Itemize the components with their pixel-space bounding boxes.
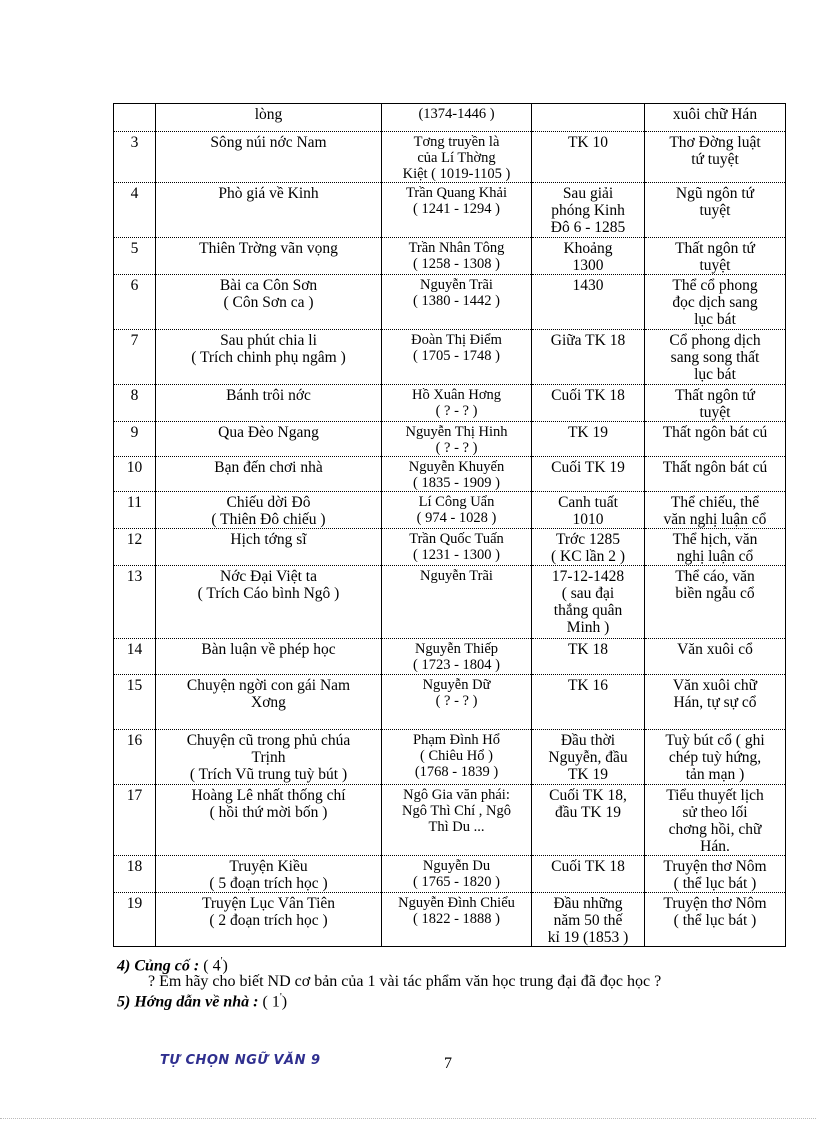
cell-time-line: Canh tuất xyxy=(558,494,618,511)
cell-title-line: ( Trích Vũ trung tuỳ bút ) xyxy=(189,766,348,783)
cell-genre-line: Tiểu thuyết lịch xyxy=(666,787,764,804)
cell-author-line: Trần Quốc Tuấn xyxy=(409,531,504,547)
table-row xyxy=(114,529,786,566)
cell-author-line: ( ? - ? ) xyxy=(435,693,478,709)
cell-time xyxy=(532,104,645,132)
section-4-time: ( 4 xyxy=(203,957,221,975)
cell-title xyxy=(156,785,382,856)
table-row xyxy=(114,183,786,238)
cell-title-line: Chuyện cũ trong phủ chúa xyxy=(186,732,351,749)
cell-genre-line: Thất ngôn tứ xyxy=(675,387,755,404)
cell-title-line: ( 2 đoạn trích học ) xyxy=(209,912,328,929)
cell-genre-line: Thất ngôn tứ xyxy=(675,240,755,257)
cell-title-line: Xơng xyxy=(251,694,286,711)
table-row xyxy=(114,275,786,330)
footer-brand: TỰ CHỌN NGỮ VĂN 9 xyxy=(160,1053,321,1068)
cell-author xyxy=(382,566,532,639)
cell-title xyxy=(156,856,382,893)
cell-number: 4 xyxy=(114,183,156,238)
cell-genre-line: ( thể lục bát ) xyxy=(673,912,757,929)
cell-genre-line: Cổ phong dịch xyxy=(669,332,761,349)
cell-author-line: Phạm Đình Hổ xyxy=(413,732,500,748)
section-4-time-mark: ' xyxy=(220,955,223,967)
cell-genre-line: Thể cáo, văn xyxy=(675,568,755,585)
cell-number: 8 xyxy=(114,385,156,422)
cell-time-line: Đô 6 - 1285 xyxy=(550,219,626,236)
cell-time-line: Cuối TK 18 xyxy=(551,387,625,404)
cell-author-line: ( Chiêu Hổ ) xyxy=(420,748,493,764)
section-5-line xyxy=(117,991,287,1011)
cell-time xyxy=(532,183,645,238)
cell-author-line: Nguyễn Trãi xyxy=(420,277,493,293)
cell-genre xyxy=(645,275,786,330)
cell-number: 12 xyxy=(114,529,156,566)
cell-time-line: TK 10 xyxy=(567,134,609,151)
cell-author-line: ( 974 - 1028 ) xyxy=(416,510,497,526)
cell-author-line: (1374-1446 ) xyxy=(418,106,495,122)
table-row xyxy=(114,492,786,529)
cell-time-line: Nguyễn, đầu xyxy=(548,749,628,766)
cell-number: 9 xyxy=(114,422,156,457)
literature-works-table xyxy=(113,103,786,947)
cell-author-line: của Lí Thờng xyxy=(417,150,496,166)
cell-time-line: năm 50 thế xyxy=(553,912,623,929)
cell-time xyxy=(532,856,645,893)
cell-title xyxy=(156,183,382,238)
table-row xyxy=(114,457,786,492)
cell-genre-line: Thể chiếu, thể xyxy=(670,494,760,511)
cell-number: 6 xyxy=(114,275,156,330)
cell-time-line: Sau giải xyxy=(562,185,614,202)
cell-author xyxy=(382,639,532,675)
cell-title xyxy=(156,675,382,730)
bottom-divider xyxy=(0,1118,816,1119)
cell-author-line: Đoàn Thị Điểm xyxy=(411,332,502,348)
cell-title xyxy=(156,566,382,639)
cell-time-line: TK 18 xyxy=(567,641,609,658)
cell-genre xyxy=(645,330,786,385)
cell-genre-line: ( thể lục bát ) xyxy=(673,875,757,892)
cell-author-line: ( 1835 - 1909 ) xyxy=(413,475,500,491)
cell-number: 15 xyxy=(114,675,156,730)
cell-author-line: Nguyễn Dữ xyxy=(422,677,491,693)
cell-author-line: ( 1258 - 1308 ) xyxy=(413,256,500,272)
section-4-question: ? Em hãy cho biết ND cơ bản của 1 vài tác phẩm văn học trung đại đã đọc học ? xyxy=(148,973,662,990)
cell-number: 14 xyxy=(114,639,156,675)
cell-title-line: Trịnh xyxy=(251,749,286,766)
section-5-time-mark: ' xyxy=(279,991,282,1003)
section-5-time: ( 1 xyxy=(262,993,280,1011)
cell-genre-line: Thất ngôn bát cú xyxy=(662,424,768,441)
cell-title-line: Sông núi nớc Nam xyxy=(210,134,327,151)
cell-author xyxy=(382,785,532,856)
cell-author-line: ( 1705 - 1748 ) xyxy=(413,348,500,364)
cell-number: 11 xyxy=(114,492,156,529)
cell-title xyxy=(156,385,382,422)
cell-title xyxy=(156,238,382,275)
cell-time-line: Minh ) xyxy=(566,619,610,636)
cell-time-line: đầu TK 19 xyxy=(554,804,621,821)
cell-genre xyxy=(645,183,786,238)
cell-genre-line: Truyện thơ Nôm xyxy=(663,858,767,875)
cell-author-line: ( ? - ? ) xyxy=(435,403,478,419)
cell-genre xyxy=(645,385,786,422)
table-row xyxy=(114,132,786,183)
cell-genre xyxy=(645,675,786,730)
section-5-time-close: ) xyxy=(281,993,288,1011)
cell-title xyxy=(156,132,382,183)
cell-time xyxy=(532,529,645,566)
table-row xyxy=(114,893,786,947)
cell-genre-line: Thất ngôn bát cú xyxy=(662,459,768,476)
cell-genre-line: tứ tuyệt xyxy=(691,151,739,168)
cell-time xyxy=(532,330,645,385)
cell-title xyxy=(156,330,382,385)
cell-author-line: ( ? - ? ) xyxy=(435,440,478,456)
cell-genre-line: Truyện thơ Nôm xyxy=(663,895,767,912)
cell-genre-line: tuyệt xyxy=(699,404,731,421)
cell-genre-line: Văn xuôi chữ xyxy=(672,677,758,694)
table-row xyxy=(114,856,786,893)
cell-genre-line: tuyệt xyxy=(699,202,731,219)
cell-author xyxy=(382,330,532,385)
cell-genre xyxy=(645,132,786,183)
cell-time-line: kỉ 19 (1853 ) xyxy=(547,929,629,946)
cell-time xyxy=(532,492,645,529)
table-row xyxy=(114,566,786,639)
cell-title xyxy=(156,492,382,529)
cell-genre-line: chép tuỳ hứng, xyxy=(668,749,762,766)
section-4-heading: 4) Củng cố : xyxy=(117,957,200,975)
cell-author-line: Nguyễn Thiếp xyxy=(414,641,499,657)
cell-title-line: ( 5 đoạn trích học ) xyxy=(209,875,328,892)
cell-title-line: ( Trích chinh phụ ngâm ) xyxy=(191,349,346,366)
cell-title-line: Truyện Kiều xyxy=(229,858,308,875)
cell-title xyxy=(156,529,382,566)
cell-number: 13 xyxy=(114,566,156,639)
cell-genre-line: Hán, tự sự cổ xyxy=(673,694,757,711)
table-row xyxy=(114,730,786,785)
cell-time-line: Khoảng xyxy=(563,240,613,257)
table-row xyxy=(114,675,786,730)
cell-time-line: phóng Kinh xyxy=(551,202,625,219)
cell-author-line: Nguyễn Khuyến xyxy=(408,459,505,475)
cell-genre-line: tuyệt xyxy=(699,257,731,274)
cell-time xyxy=(532,675,645,730)
cell-number: 7 xyxy=(114,330,156,385)
cell-time-line: Cuối TK 18 xyxy=(551,858,625,875)
cell-title-line: Hoàng Lê nhất thống chí xyxy=(191,787,346,804)
cell-author-line: (1768 - 1839 ) xyxy=(414,764,499,780)
cell-author-line: Ngô Gia văn phái: xyxy=(403,787,510,803)
cell-time-line: ( KC lần 2 ) xyxy=(550,548,626,565)
cell-genre xyxy=(645,639,786,675)
cell-author xyxy=(382,104,532,132)
cell-author-line: Trần Quang Khải xyxy=(406,185,507,201)
table-row xyxy=(114,422,786,457)
cell-time xyxy=(532,238,645,275)
cell-genre-line: sử theo lối xyxy=(682,804,748,821)
page-number: 7 xyxy=(444,1055,452,1072)
cell-author xyxy=(382,422,532,457)
cell-title xyxy=(156,893,382,947)
section-5-heading: 5) Hớng dẫn về nhà : xyxy=(117,993,259,1011)
cell-genre xyxy=(645,422,786,457)
cell-genre xyxy=(645,457,786,492)
cell-title-line: Sau phút chia li xyxy=(220,332,317,349)
cell-title-line: ( Thiên Đô chiếu ) xyxy=(211,511,326,528)
cell-title xyxy=(156,275,382,330)
cell-genre-line: Ngũ ngôn tứ xyxy=(675,185,755,202)
cell-time xyxy=(532,639,645,675)
table-row xyxy=(114,785,786,856)
cell-time xyxy=(532,457,645,492)
cell-genre xyxy=(645,730,786,785)
cell-time xyxy=(532,422,645,457)
cell-genre xyxy=(645,566,786,639)
cell-genre-line: biền ngẫu cổ xyxy=(675,585,755,602)
cell-time-line: 1300 xyxy=(572,257,604,274)
cell-title-line: Bánh trôi nớc xyxy=(226,387,311,404)
cell-author-line: Ngô Thì Chí , Ngô xyxy=(402,803,511,819)
cell-title-line: Chiếu dời Đô xyxy=(226,494,311,511)
cell-author-line: Nguyễn Đình Chiểu xyxy=(398,895,515,911)
cell-author-line: ( 1380 - 1442 ) xyxy=(413,293,500,309)
cell-genre xyxy=(645,856,786,893)
cell-genre xyxy=(645,785,786,856)
cell-time-line: Giữa TK 18 xyxy=(550,332,626,349)
cell-title-line: Truyện Lục Vân Tiên xyxy=(201,895,336,912)
cell-time-line: Trớc 1285 xyxy=(555,531,621,548)
cell-genre-line: tản mạn ) xyxy=(685,766,745,783)
cell-time-line: TK 16 xyxy=(567,677,609,694)
cell-author xyxy=(382,385,532,422)
cell-author-line: ( 1765 - 1820 ) xyxy=(413,874,500,890)
cell-number: 18 xyxy=(114,856,156,893)
cell-genre-line: văn nghị luận cổ xyxy=(663,511,767,528)
cell-author xyxy=(382,730,532,785)
cell-title-line: Qua Đèo Ngang xyxy=(218,424,319,441)
cell-title-line: ( Côn Sơn ca ) xyxy=(223,294,314,311)
cell-genre-line: Hán. xyxy=(700,838,730,855)
cell-genre xyxy=(645,893,786,947)
cell-title-line: Bài ca Côn Sơn xyxy=(219,277,318,294)
cell-author-line: Nguyễn Trãi xyxy=(420,568,493,584)
cell-title xyxy=(156,457,382,492)
cell-number: 5 xyxy=(114,238,156,275)
cell-genre-line: Văn xuôi cổ xyxy=(677,641,753,658)
cell-title-line: Chuyện ngời con gái Nam xyxy=(186,677,351,694)
table-row xyxy=(114,238,786,275)
cell-time-line: TK 19 xyxy=(567,424,609,441)
cell-number: 3 xyxy=(114,132,156,183)
cell-title-line: lòng xyxy=(254,106,283,123)
cell-author-line: Nguyễn Du xyxy=(422,858,491,874)
cell-author xyxy=(382,492,532,529)
cell-author xyxy=(382,275,532,330)
cell-author xyxy=(382,132,532,183)
cell-time-line: Đầu thời xyxy=(560,732,616,749)
cell-number: 17 xyxy=(114,785,156,856)
cell-genre-line: Thể cổ phong xyxy=(672,277,758,294)
cell-time xyxy=(532,566,645,639)
cell-title-line: ( Trích Cáo bình Ngô ) xyxy=(197,585,340,602)
table-row xyxy=(114,104,786,132)
cell-genre-line: lục bát xyxy=(694,366,736,383)
table-row xyxy=(114,330,786,385)
cell-title-line: Nớc Đại Việt ta xyxy=(220,568,317,585)
cell-number: 19 xyxy=(114,893,156,947)
table-row xyxy=(114,639,786,675)
cell-author xyxy=(382,675,532,730)
section-4-time-close: ) xyxy=(222,957,228,975)
cell-time-line: Đầu những xyxy=(553,895,623,912)
cell-author xyxy=(382,183,532,238)
cell-author-line: Kiệt ( 1019-1105 ) xyxy=(402,166,511,182)
cell-time-line: thắng quân xyxy=(553,602,623,619)
cell-title xyxy=(156,639,382,675)
cell-genre xyxy=(645,492,786,529)
cell-title-line: Phò giá về Kinh xyxy=(218,185,319,202)
cell-time xyxy=(532,132,645,183)
cell-genre-line: Thể hịch, văn xyxy=(672,531,758,548)
cell-genre-line: xuôi chữ Hán xyxy=(672,106,758,123)
cell-time xyxy=(532,385,645,422)
cell-author xyxy=(382,856,532,893)
cell-time-line: 1430 xyxy=(572,277,604,294)
cell-genre-line: lục bát xyxy=(694,311,736,328)
cell-author-line: ( 1822 - 1888 ) xyxy=(413,911,500,927)
cell-author-line: ( 1241 - 1294 ) xyxy=(413,201,500,217)
cell-author-line: Hồ Xuân Hơng xyxy=(411,387,502,403)
cell-genre-line: nghị luận cổ xyxy=(676,548,754,565)
cell-title-line: ( hồi thứ mời bốn ) xyxy=(209,804,328,821)
cell-title xyxy=(156,730,382,785)
cell-author xyxy=(382,529,532,566)
cell-time xyxy=(532,275,645,330)
cell-title-line: Bàn luận về phép học xyxy=(201,641,336,658)
cell-title-line: Thiên Trờng vãn vọng xyxy=(199,240,338,257)
cell-author-line: Lí Công Uẩn xyxy=(418,494,495,510)
cell-author xyxy=(382,457,532,492)
cell-time-line: Cuối TK 18, xyxy=(549,787,627,804)
cell-author xyxy=(382,238,532,275)
cell-time xyxy=(532,893,645,947)
cell-genre-line: sang song thất xyxy=(670,349,760,366)
cell-author-line: ( 1723 - 1804 ) xyxy=(413,657,500,673)
cell-title-line: Bạn đến chơi nhà xyxy=(214,459,323,476)
cell-genre xyxy=(645,104,786,132)
cell-genre-line: Tuỳ bút cổ ( ghi xyxy=(665,732,765,749)
cell-author-line: Nguyễn Thị Hinh xyxy=(405,424,508,440)
cell-time-line: 1010 xyxy=(572,511,604,528)
cell-title-line: Hịch tớng sĩ xyxy=(230,531,307,548)
cell-title xyxy=(156,104,382,132)
cell-number xyxy=(114,104,156,132)
cell-genre-line: đọc dịch sang xyxy=(672,294,758,311)
cell-time-line: ( sau đại xyxy=(561,585,615,602)
cell-time-line: TK 19 xyxy=(567,766,609,783)
cell-title xyxy=(156,422,382,457)
cell-time-line: Cuối TK 19 xyxy=(551,459,625,476)
cell-genre xyxy=(645,238,786,275)
cell-genre-line: Thơ Đờng luật xyxy=(669,134,761,151)
cell-author-line: Tơng truyền là xyxy=(413,134,500,150)
cell-time-line: 17-12-1428 xyxy=(551,568,625,585)
cell-author-line: ( 1231 - 1300 ) xyxy=(413,547,500,563)
table-row xyxy=(114,385,786,422)
cell-time xyxy=(532,785,645,856)
cell-time xyxy=(532,730,645,785)
cell-author-line: Thì Du ... xyxy=(428,819,485,835)
cell-genre-line: chơng hồi, chữ xyxy=(668,821,762,838)
cell-author-line: Trần Nhân Tông xyxy=(408,240,505,256)
cell-author xyxy=(382,893,532,947)
cell-number: 10 xyxy=(114,457,156,492)
cell-genre xyxy=(645,529,786,566)
cell-number: 16 xyxy=(114,730,156,785)
